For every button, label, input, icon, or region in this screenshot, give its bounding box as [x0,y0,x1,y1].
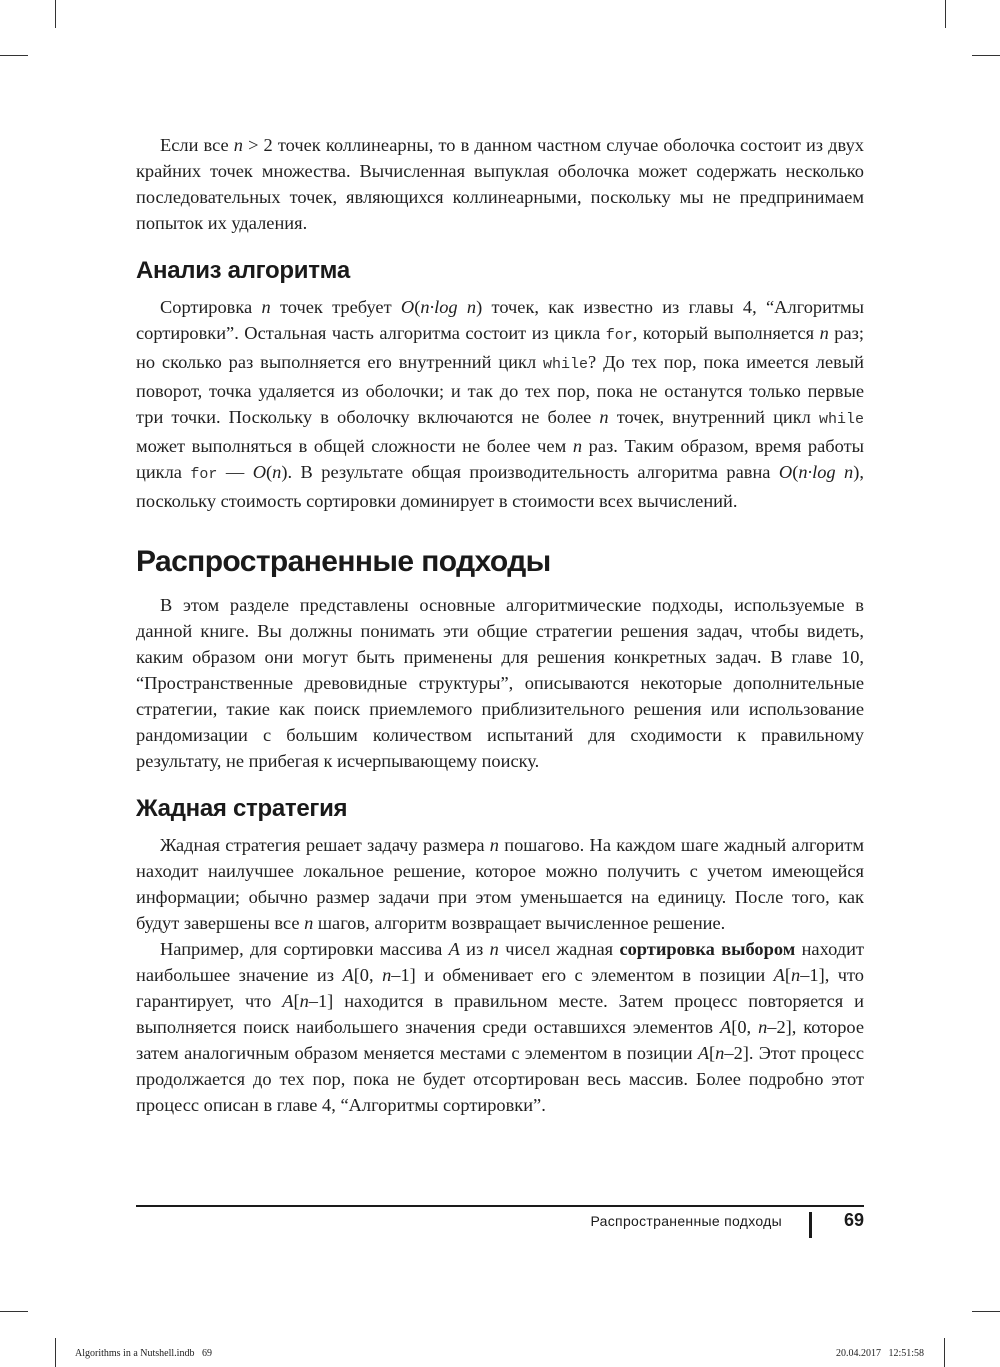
page-body [136,132,864,1118]
page-number: 69 [843,1210,864,1230]
print-slug-filename: Algorithms in a Nutshell.indb 69 [75,1348,212,1359]
section-heading-greedy: Жадная стратегия [136,795,348,822]
running-footer-title: Распространенные подходы [590,1213,782,1229]
greedy-paragraph-2: Например, для сортировки массива A из n чисел жадная сортировка выбором находит наибольшее значение из A[0, n–1] и обменивает его с элементом в позиции A[n–1], что гарантирует, что A[n–1] находится в правильном месте. Затем процесс повторяется и выполняется поиск наибольшего значения среди оставшихся элементов A[0, n–2], которое затем аналогичным образом меняется местами с элементом в позиции A[n–2]. Этот процесс продолжается до тех пор, пока не будет отсортирован весь массив. Более подробно этот процесс описан в главе 4, “Алгоритмы сортировки”. [136,939,865,1115]
section-heading-analysis: Анализ алгоритма [136,257,350,284]
crop-mark-bottom-left-vertical [55,1338,56,1367]
crop-mark-bottom-right-horizontal [972,1311,1000,1312]
crop-mark-top-left-vertical [55,0,56,28]
crop-mark-bottom-right-vertical [944,1338,945,1367]
crop-mark-top-left-horizontal [0,55,28,56]
crop-mark-top-right-horizontal [972,55,1000,56]
common-approaches-paragraph: В этом разделе представлены основные алгоритмические подходы, используемые в данной книге. Вы должны понимать эти общие стратегии решения задач, чтобы видеть, каким образом они могут быть применены для решения конкретных задач. В главе 10, “Пространственные древовидные структуры”, описываются некоторые дополнительные стратегии, такие как поиск приемлемого приблизительного решения или использование рандомизации с большим количеством испытаний для сходимости к правильному результату, не прибегая к исчерпывающему поиску. [136,595,864,771]
intro-paragraph: Если все n > 2 точек коллинеарны, то в данном частном случае оболочка состоит из двух крайних точек множества. Вычисленная выпуклая оболочка может содержать несколько последовательных точек, являющихся коллинеарными, поскольку мы не предпринимаем попыток их удаления. [136,135,864,233]
crop-mark-bottom-left-horizontal [0,1311,28,1312]
print-slug-datetime: 20.04.2017 12:51:58 [835,1348,924,1359]
footer-rule [136,1205,864,1207]
crop-mark-top-right-vertical [945,0,946,28]
analysis-paragraph: Сортировка n точек требует O(n·log n) точек, как известно из главы 4, “Алгоритмы сортировки”. Остальная часть алгоритма состоит из цикла for, который выполняется n раз; но сколько раз выполняется его внутренний цикл while? До тех пор, пока имеется левый поворот, точка удаляется из оболочки; и так до тех пор, пока не останутся только первые три точки. Поскольку в оболочку включаются не более n точек, внутренний цикл while может выполняться в общей сложности не более чем n раз. Таким образом, время работы цикла for — O(n). В результате общая производительность алгоритма равна O(n·log n), поскольку стоимость сортировки доминирует в стоимости всех вычислений. [136,297,864,511]
section-heading-common-approaches: Распространенные подходы [136,545,551,578]
footer-separator-bar [809,1212,812,1238]
greedy-paragraph-1: Жадная стратегия решает задачу размера n пошагово. На каждом шаге жадный алгоритм находит наилучшее локальное решение, которое можно получить с учетом имеющейся информации; обычно размер задачи при этом уменьшается на единицу. После того, как будут завершены все n шагов, алгоритм возвращает вычисленное решение. [136,835,864,933]
